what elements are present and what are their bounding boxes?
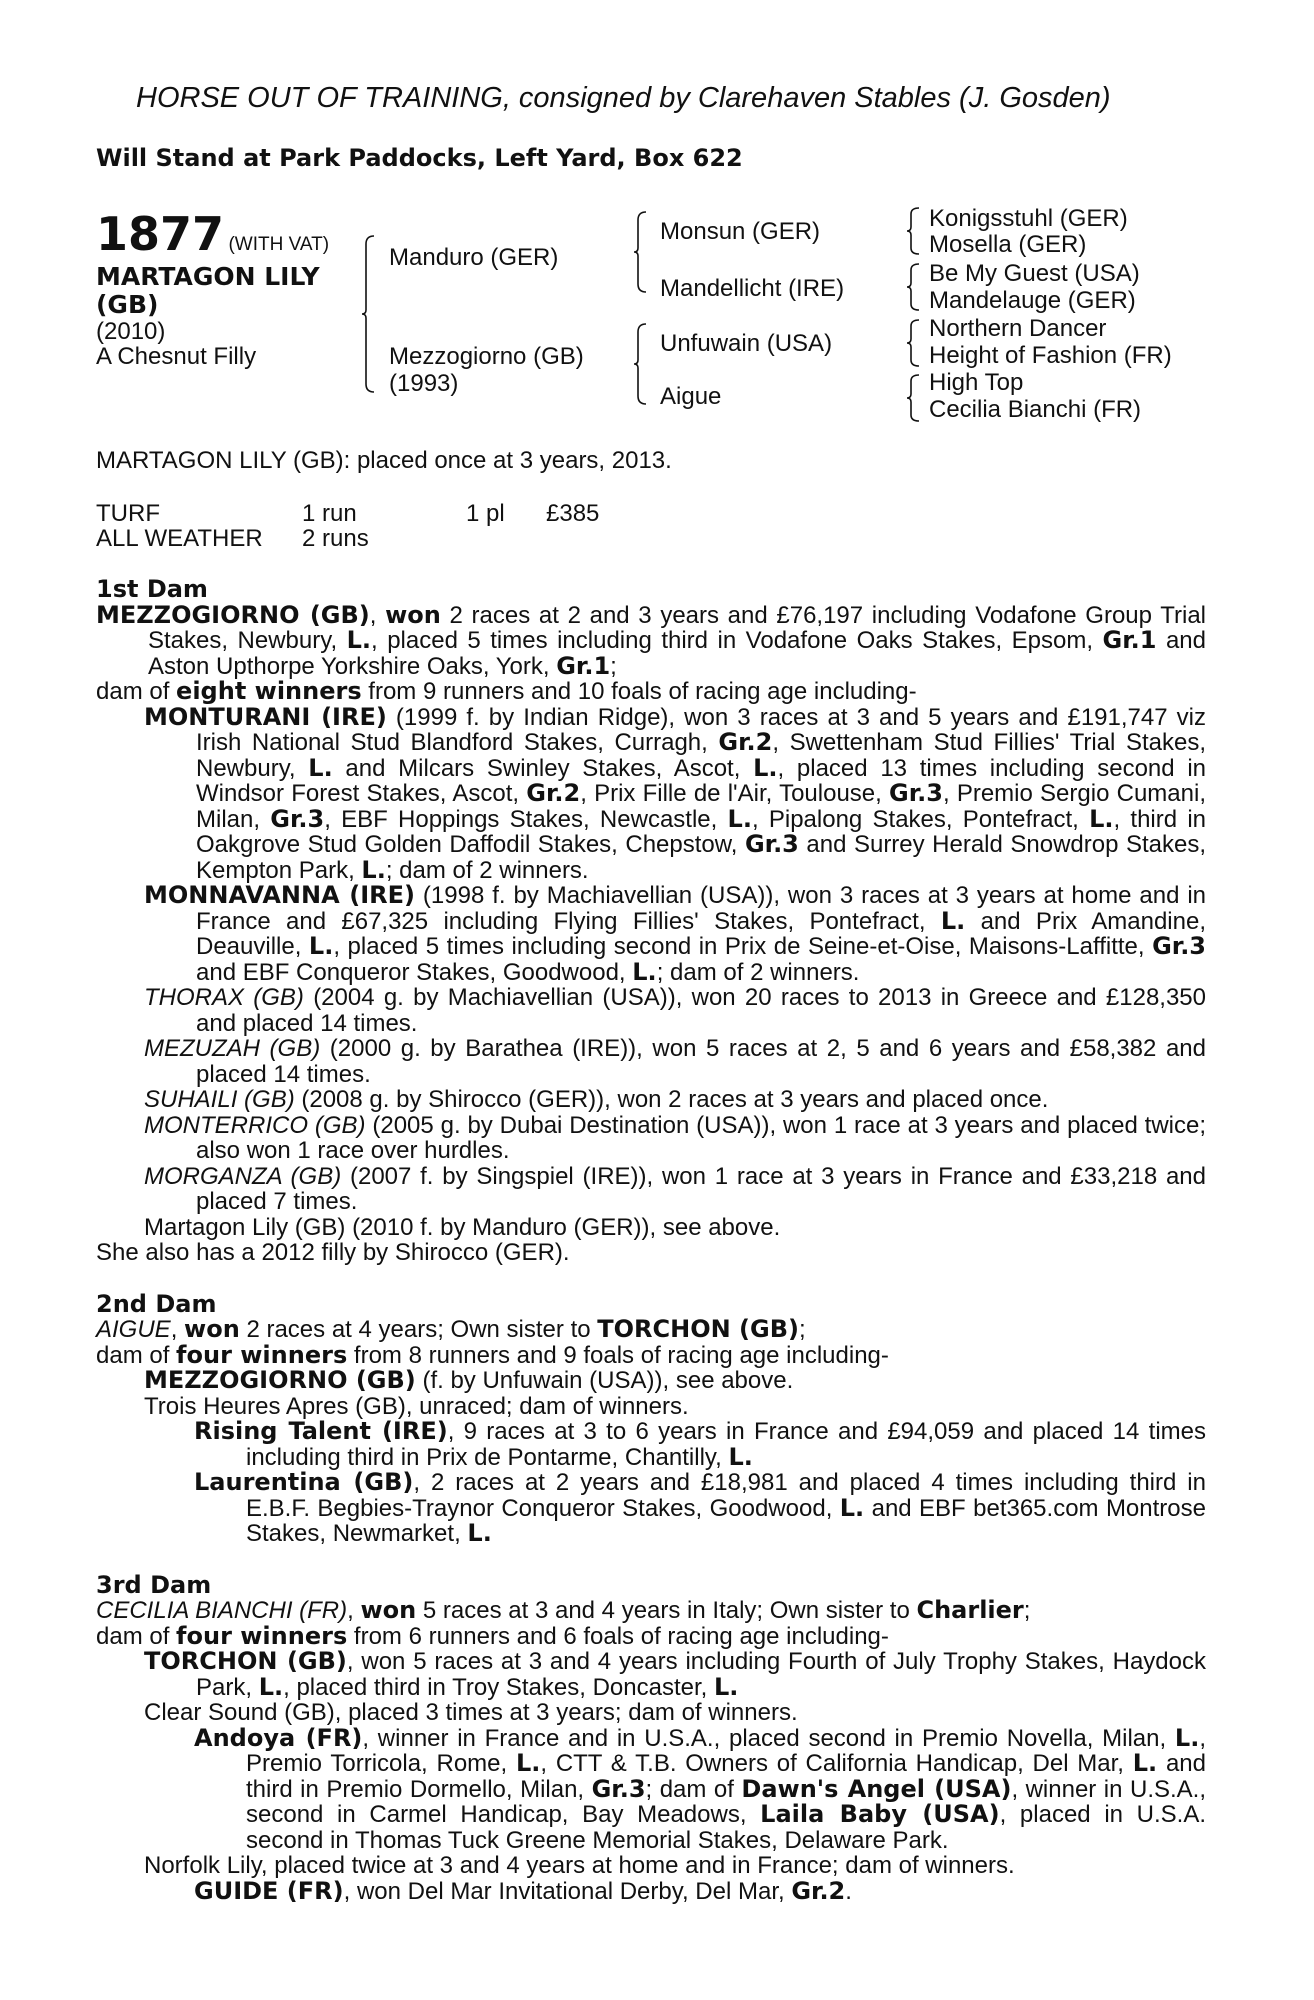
produce-morganza: MORGANZA (GB) (2007 f. by Singspiel (IRE)), won 1 race at 3 years in France and £33,218 and placed 7 times.	[144, 1162, 1206, 1215]
dam1-line: MEZZOGIORNO (GB), won 2 races at 2 and 3 years and £76,197 including Vodafone Group Trial Stakes, Newbury, L., placed 5 times including third in Vodafone Oaks Stakes, Epsom, Gr.1 and Aston Upthorpe Yorkshire Oaks, York, Gr.1;	[96, 600, 1207, 680]
stand-location: Will Stand at Park Paddocks, Left Yard, Box 622	[96, 144, 743, 172]
turf-placed: 1 pl	[466, 500, 505, 527]
pedigree-dam: Mezzogiorno (GB)	[389, 343, 584, 370]
page-header: HORSE OUT OF TRAINING, consigned by Clarehaven Stables (J. Gosden)	[136, 82, 1111, 114]
pedigree-dam-dam: Aigue	[660, 383, 722, 410]
pedigree-ggs2: Be My Guest (USA)	[929, 260, 1140, 287]
aw-runs: 2 runs	[302, 525, 369, 552]
produce-rising-talent: Rising Talent (IRE), 9 races at 3 to 6 years in France and £94,059 and placed 14 times including third in Prix de Pontarme, Chantilly, L.	[194, 1417, 1206, 1471]
turf-prize: £385	[546, 500, 600, 527]
produce-guide: GUIDE (FR), won Del Mar Invitational Derby, Del Mar, Gr.2.	[194, 1876, 852, 1905]
pedigree-ggd4: Cecilia Bianchi (FR)	[929, 396, 1142, 423]
produce-suhaili: SUHAILI (GB) (2008 g. by Shirocco (GER)), won 2 races at 3 years and placed once.	[144, 1086, 1049, 1113]
aw-label: ALL WEATHER	[96, 525, 263, 552]
dam1-note: She also has a 2012 filly by Shirocco (GER).	[96, 1239, 570, 1266]
dam2-line: AIGUE, won 2 races at 4 years; Own sister to TORCHON (GB);	[96, 1315, 806, 1343]
pedigree-dam-year: (1993)	[389, 370, 459, 397]
pedigree-ggs4: High Top	[929, 369, 1024, 396]
horse-description: A Chesnut Filly	[96, 343, 257, 370]
dam3-produce-summary: dam of four winners from 6 runners and 6 foals of racing age including-	[96, 1621, 889, 1650]
horse-name: MARTAGON LILY	[96, 262, 320, 291]
pedigree-sire-dam: Mandellicht (IRE)	[660, 275, 845, 302]
race-summary: MARTAGON LILY (GB): placed once at 3 years, 2013.	[96, 447, 672, 474]
produce-records	[96, 577, 1206, 1904]
produce-monnavanna: MONNAVANNA (IRE) (1998 f. by Machiavellian (USA)), won 3 races at 3 years at home and in France and £67,325 including Flying Fillies' Stakes, Pontefract, L. and Prix Amandine, Deauville, L., placed 5 times including second in Prix de Seine-et-Oise, Maisons-Laffitte, Gr.3 and EBF Conqueror Stakes, Goodwood, L.; dam of 2 winners.	[144, 881, 1207, 986]
produce-thorax: THORAX (GB) (2004 g. by Machiavellian (USA)), won 20 races to 2013 in Greece and £128,350 and placed 14 times.	[144, 984, 1207, 1037]
pedigree-ggd3: Height of Fashion (FR)	[929, 342, 1172, 369]
lot-number: 1877	[96, 207, 225, 261]
pedigree-sire: Manduro (GER)	[389, 244, 559, 271]
produce-monterrico: MONTERRICO (GB) (2005 g. by Dubai Destination (USA)), won 1 race at 3 years and placed twice; also won 1 race over hurdles.	[144, 1111, 1207, 1164]
brace-g3	[905, 318, 925, 368]
horse-country: (GB)	[96, 290, 159, 319]
pedigree-ggs3: Northern Dancer	[929, 315, 1107, 342]
produce-martagon: Martagon Lily (GB) (2010 f. by Manduro (GER)), see above.	[144, 1213, 781, 1241]
pedigree-sire-sire: Monsun (GER)	[660, 218, 821, 245]
produce-torchon: TORCHON (GB), won 5 races at 3 and 4 years including Fourth of July Trophy Stakes, Haydock Park, L., placed third in Troy Stakes, Doncaster, L.	[144, 1647, 1206, 1701]
turf-label: TURF	[96, 500, 160, 527]
horse-year: (2010)	[96, 318, 166, 345]
pedigree-ggd1: Mosella (GER)	[929, 231, 1087, 258]
produce-mezuzah: MEZUZAH (GB) (2000 g. by Barathea (IRE)), won 5 races at 2, 5 and 6 years and £58,382 and placed 14 times.	[144, 1035, 1206, 1088]
dam1-heading: 1st Dam	[96, 575, 208, 603]
lot-vat: (WITH VAT)	[228, 234, 330, 255]
produce-andoya: Andoya (FR), winner in France and in U.S.A., placed second in Premio Novella, Milan, L., Premio Torricola, Rome, L., CTT & T.B. Owners of California Handicap, Del Mar, L. and third in Premio Dormello, Milan, Gr.3; dam of Dawn's Angel (USA), winner in U.S.A., second in Carmel Handicap, Bay Meadows, Laila Baby (USA), placed in U.S.A. second in Thomas Tuck Greene Memorial Stakes, Delaware Park.	[194, 1723, 1207, 1854]
turf-runs: 1 run	[302, 500, 357, 527]
brace-g4	[905, 373, 925, 423]
dam-brace	[632, 322, 652, 406]
dam3-line: CECILIA BIANCHI (FR), won 5 races at 3 and 4 years in Italy; Own sister to Charlier;	[96, 1596, 1031, 1624]
produce-mezzogiorno: MEZZOGIORNO (GB) (f. by Unfuwain (USA)), see above.	[144, 1366, 794, 1394]
sire-brace	[632, 210, 652, 294]
brace-g2	[905, 262, 925, 312]
produce-monturani: MONTURANI (IRE) (1999 f. by Indian Ridge), won 3 races at 3 and 5 years and £191,747 viz Irish National Stud Blandford Stakes, Curragh, Gr.2, Swettenham Stud Fillies' Trial Stakes, Newbury, L. and Milcars Swinley Stakes, Ascot, L., placed 13 times including second in Windsor Forest Stakes, Ascot, Gr.2, Prix Fille de l'Air, Toulouse, Gr.3, Premio Sergio Cumani, Milan, Gr.3, EBF Hoppings Stakes, Newcastle, L., Pipalong Stakes, Pontefract, L., third in Oakgrove Stud Golden Daffodil Stakes, Chepstow, Gr.3 and Surrey Herald Snowdrop Stakes, Kempton Park, L.; dam of 2 winners.	[144, 702, 1207, 884]
sire-dam-brace	[360, 234, 380, 394]
lot-number-line	[96, 207, 329, 261]
dam2-heading: 2nd Dam	[96, 1289, 217, 1318]
dam1-produce-summary: dam of eight winners from 9 runners and 10 foals of racing age including-	[96, 677, 917, 705]
produce-clear-sound: Clear Sound (GB), placed 3 times at 3 years; dam of winners.	[144, 1699, 798, 1726]
pedigree-ggd2: Mandelauge (GER)	[929, 287, 1136, 314]
dam2-produce-summary: dam of four winners from 8 runners and 9 foals of racing age including-	[96, 1340, 889, 1369]
produce-norfolk-lily: Norfolk Lily, placed twice at 3 and 4 years at home and in France; dam of winners.	[144, 1852, 1015, 1879]
pedigree-dam-sire: Unfuwain (USA)	[660, 330, 833, 357]
produce-trois-heures: Trois Heures Apres (GB), unraced; dam of winners.	[144, 1392, 689, 1420]
pedigree-ggs1: Konigsstuhl (GER)	[929, 205, 1128, 232]
brace-g1	[905, 206, 925, 256]
dam3-heading: 3rd Dam	[96, 1570, 212, 1599]
produce-laurentina: Laurentina (GB), 2 races at 2 years and £18,981 and placed 4 times including third in E.B.F. Begbies-Traynor Conqueror Stakes, Goodwood, L. and EBF bet365.com Montrose Stakes, Newmarket, L.	[194, 1468, 1206, 1547]
